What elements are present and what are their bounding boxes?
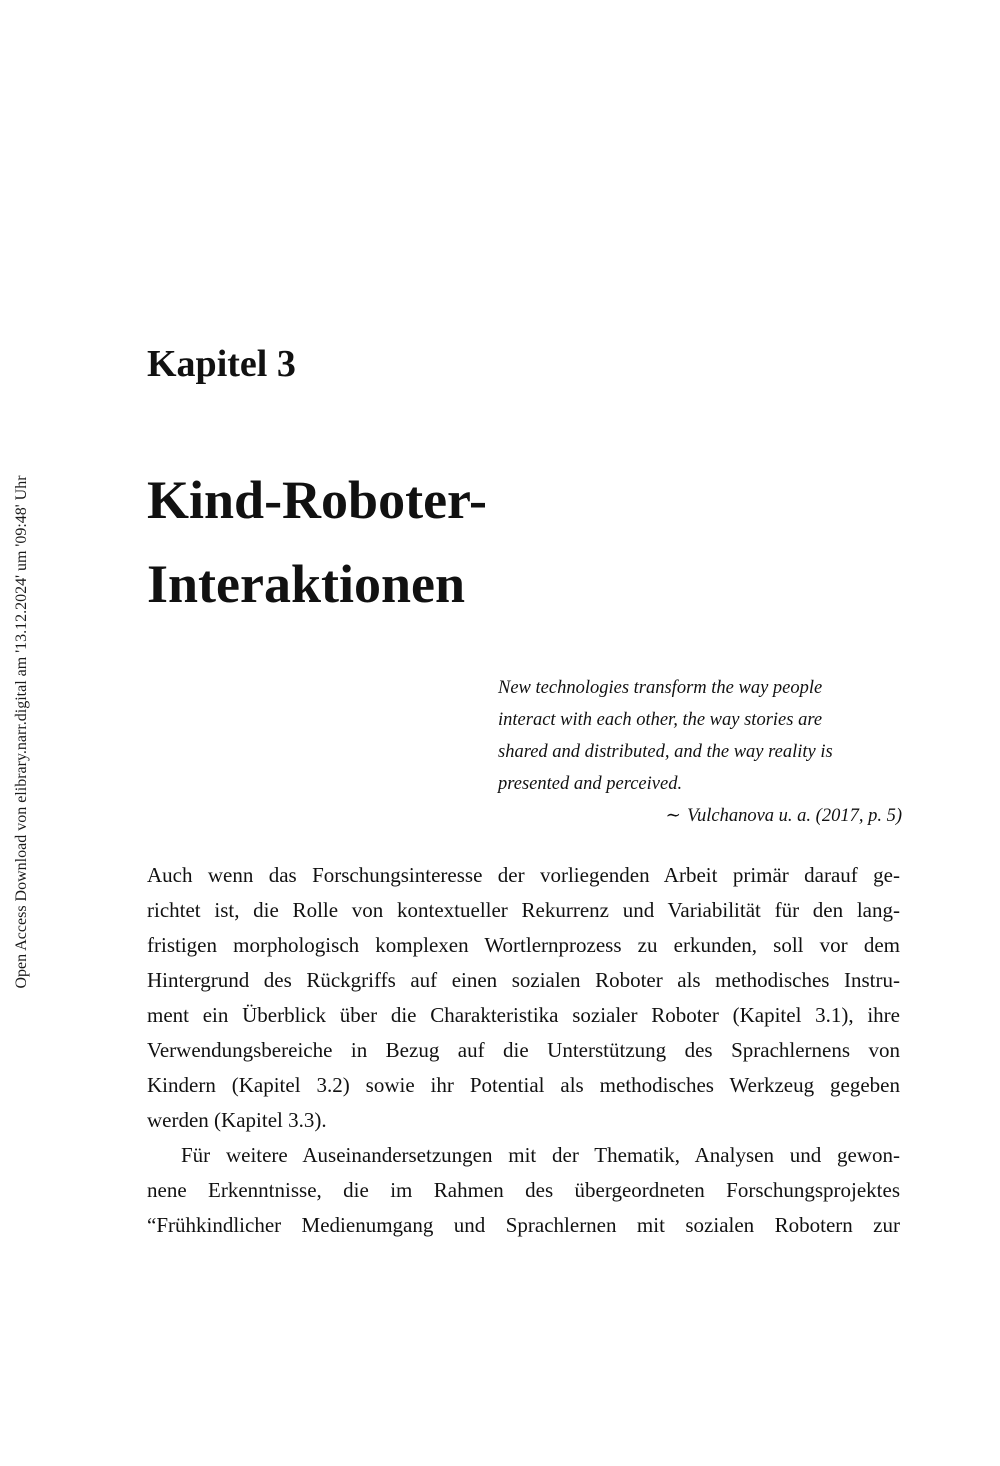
text-line: ment ein Überblick über die Charakteristika sozialer Roboter (Kapitel 3.1), ihre	[147, 1003, 900, 1027]
epigraph-source	[498, 800, 902, 832]
body-text	[147, 858, 900, 1243]
text-line: werden (Kapitel 3.3).	[147, 1108, 327, 1132]
epigraph-line: interact with each other, the way stories are	[498, 710, 823, 730]
text-line: Für weitere Auseinandersetzungen mit der Thematik, Analysen und gewon-	[181, 1143, 900, 1167]
text-line: richtet ist, die Rolle von kontextueller Rekurrenz und Variabilität für den lang-	[147, 898, 900, 922]
epigraph-citation: Vulchanova u. a. (2017, p. 5)	[687, 806, 902, 826]
chapter-title-line: Interaktionen	[147, 554, 466, 614]
epigraph-line: New technologies transform the way people	[498, 678, 823, 698]
text-line: “Frühkindlicher Medienumgang und Sprachlernen mit sozialen Robotern zur	[147, 1213, 900, 1237]
chapter-label: Kapitel 3	[147, 343, 296, 385]
text-line: Auch wenn das Forschungsinteresse der vorliegenden Arbeit primär darauf ge-	[147, 863, 900, 887]
text-line: Verwendungsbereiche in Bezug auf die Unterstützung des Sprachlernens von	[147, 1038, 900, 1062]
download-watermark: Open Access Download von elibrary.narr.digital am '13.12.2024' um '09:48' Uhr	[13, 475, 30, 989]
paragraph	[147, 1138, 900, 1243]
text-line: Kindern (Kapitel 3.2) sowie ihr Potential als methodisches Werkzeug gegeben	[147, 1073, 900, 1097]
chapter-title-line: Kind-Roboter-	[147, 470, 487, 530]
epigraph-line: presented and perceived.	[498, 774, 683, 794]
chapter-title	[147, 458, 487, 626]
paragraph	[147, 858, 900, 1138]
text-line: nene Erkenntnisse, die im Rahmen des übergeordneten Forschungsprojektes	[147, 1178, 900, 1202]
text-line: Hintergrund des Rückgriffs auf einen sozialen Roboter als methodisches Instru-	[147, 968, 900, 992]
epigraph-line: shared and distributed, and the way reality is	[498, 742, 833, 762]
text-line: fristigen morphologisch komplexen Wortlernprozess zu erkunden, soll vor dem	[147, 933, 900, 957]
tilde-glyph: ∼	[665, 806, 682, 826]
epigraph	[498, 672, 902, 832]
